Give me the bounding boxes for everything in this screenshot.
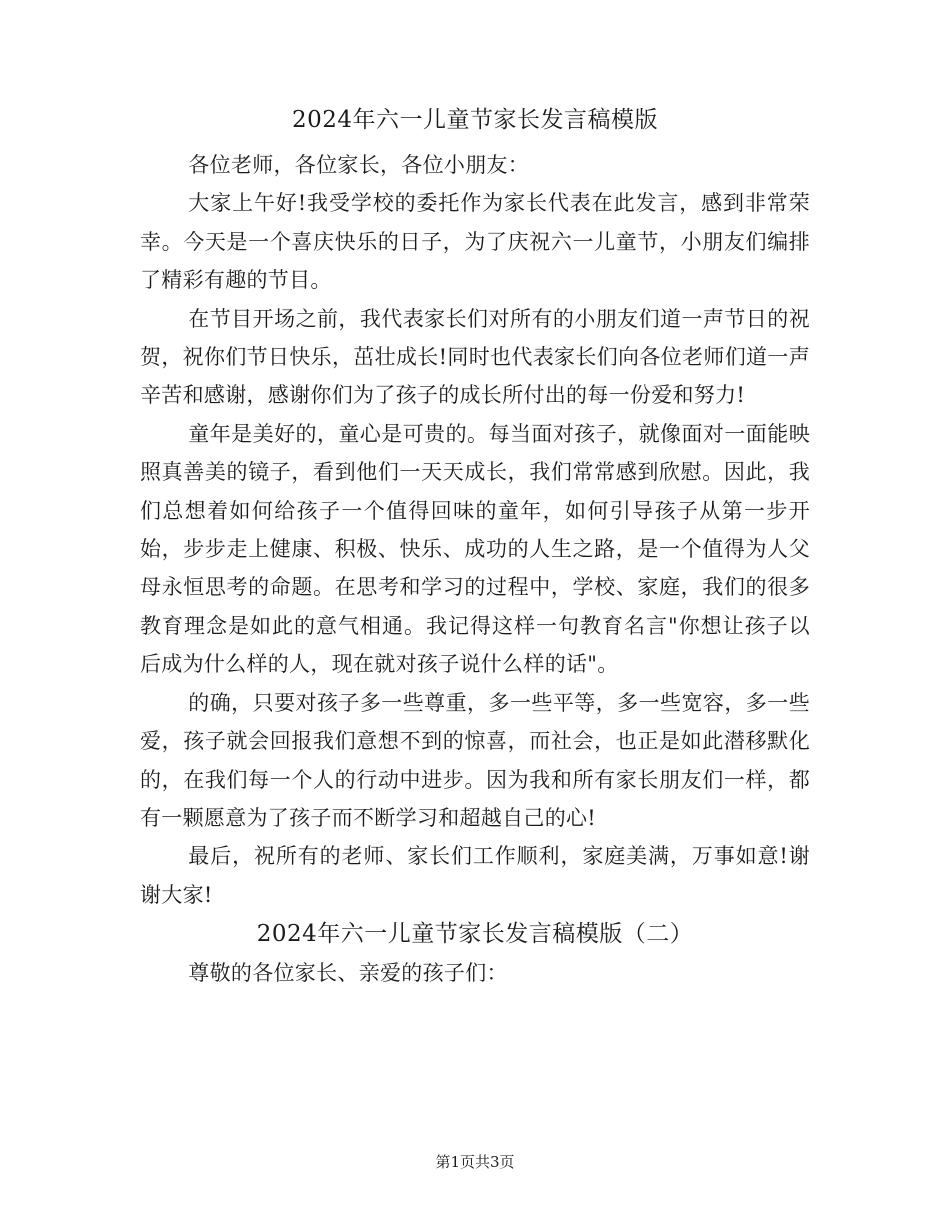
document-title: 2024年六一儿童节家长发言稿模版: [291, 107, 659, 133]
body-paragraph-4: 的确，只要对孩子多一些尊重，多一些平等，多一些宽容，多一些爱，孩子就会回报我们意想不到的惊喜，而社会，也正是如此潜移默化的，在我们每一个人的行动中进步。因为我和所有家长朋友们一样，都有一颗愿意为了孩子而不断学习和超越自己的心!: [140, 690, 810, 830]
body-paragraph-3: 童年是美好的，童心是可贵的。每当面对孩子，就像面对一面能映照真善美的镜子，看到他们一天天成长，我们常常感到欣慰。因此，我们总想着如何给孩子一个值得回味的童年，如何引导孩子从第一步开始，步步走上健康、积极、快乐、成功的人生之路，是一个值得为人父母永恒思考的命题。在思考和学习的过程中，学校、家庭，我们的很多教育理念是如此的意气相通。我记得这样一句教育名言"你想让孩子以后成为什么样的人，现在就对孩子说什么样的话"。: [140, 421, 810, 677]
page-number: 第1页共3页: [435, 1153, 515, 1171]
body-paragraph-1: 大家上午好!我受学校的委托作为家长代表在此发言，感到非常荣幸。今天是一个喜庆快乐的日子，为了庆祝六一儿童节，小朋友们编排了精彩有趣的节目。: [140, 191, 810, 293]
greeting-paragraph: 各位老师，各位家长，各位小朋友：: [188, 153, 530, 177]
document-body: [140, 100, 810, 993]
greeting-paragraph-2: 尊敬的各位家长、亲爱的孩子们：: [188, 961, 508, 986]
body-paragraph-2: 在节目开场之前，我代表家长们对所有的小朋友们道一声节日的祝贺，祝你们节日快乐，茁壮成长!同时也代表家长们向各位老师们道一声辛苦和感谢，感谢你们为了孩子的成长所付出的每一份爱和努力!: [140, 306, 810, 408]
section-title-2: 2024年六一儿童节家长发言稿模版（二）: [256, 921, 694, 948]
closing-paragraph: 最后，祝所有的老师、家长们工作顺利，家庭美满，万事如意!谢谢大家!: [140, 844, 810, 907]
